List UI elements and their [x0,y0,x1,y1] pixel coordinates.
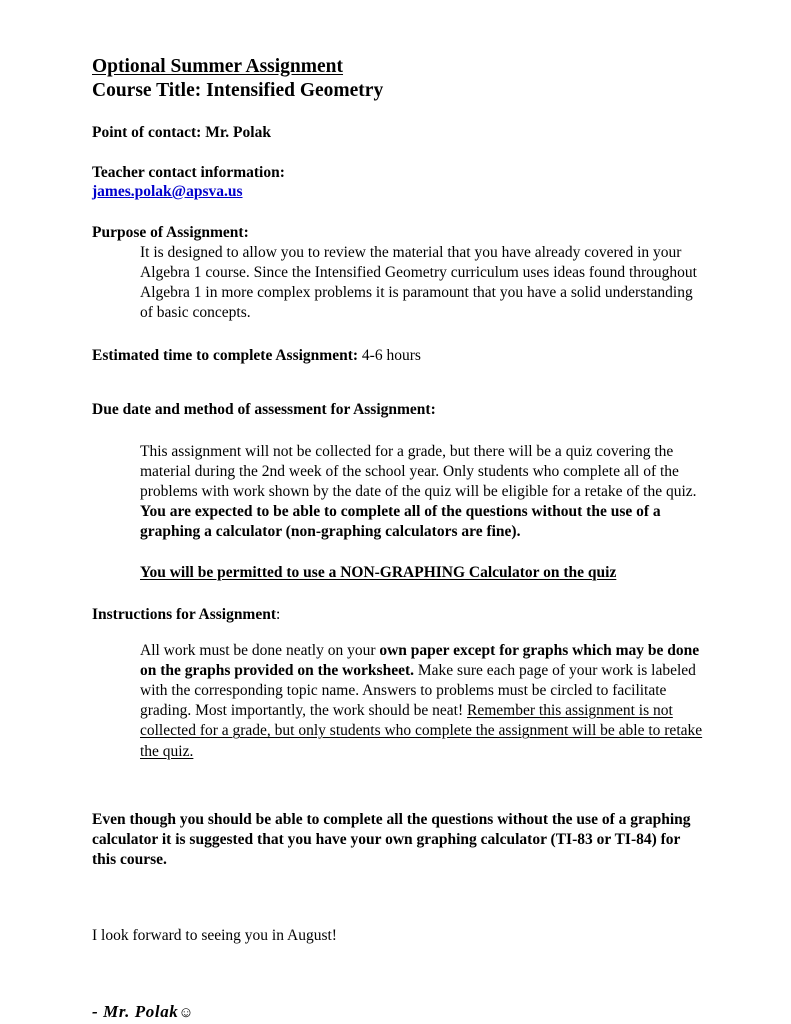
title-line-course-title: Course Title: Intensified Geometry [92,79,384,101]
instructions-part-3: Make sure each page of your work is labeled with the corresponding topic name. Answers to problems must be circled to facilitate grading. Most importantly, the work should be neat! [140,661,696,720]
graphing-calculator-note: Even though you should be able to complete all the questions without the use of a graphing calculator it is suggested that you have your own graphing calculator (TI-83 or TI-84) for this course. [92,810,691,868]
spacer [92,366,703,400]
quiz-paragraph-plain: This assignment will not be collected for a grade, but there will be a quiz covering the material during the 2nd week of the school year. Only students who complete all of the problems with work shown by the date of the quiz will be eligible for a retake of the quiz. [140,442,697,501]
closing-line: I look forward to seeing you in August! [92,927,337,945]
purpose-label: Purpose of Assignment: [92,223,249,241]
teacher-contact-label: Teacher contact information: [92,163,285,181]
spacer [92,583,703,605]
instructions-label-colon: : [276,605,281,623]
spacer [92,103,703,123]
teacher-email-link[interactable]: james.polak@apsva.us [92,182,243,200]
quiz-paragraph [140,442,703,543]
instructions-part-4-underlined: Remember this assignment is not collected for a grade, but only students who complete the assignment will be able to retake the quiz. [140,702,703,760]
instructions-part-2-bold: own paper except for graphs which may be done on the graphs provided on the worksheet. [140,641,700,679]
instructions-label: Instructions for Assignment [92,605,277,623]
instructions-body [140,641,703,762]
estimated-time-label: Estimated time to complete Assignment: [92,346,359,364]
instructions-label-line [92,605,703,625]
due-date-label: Due date and method of assessment for Assignment: [92,400,436,418]
spacer [92,201,703,223]
quiz-paragraph-bold: You are expected to be able to complete all of the questions without the use of a graphing a calculator (non-graphing calculators are fine). [140,503,661,541]
signature-line [92,1002,703,1022]
spacer [92,870,703,926]
spacer [92,543,703,563]
point-of-contact: Point of contact: Mr. Polak [92,123,271,141]
page-title [92,55,703,103]
instructions-part-1: All work must be done neatly on your [140,641,380,659]
title-line-optional-summer-assignment: Optional Summer Assignment [92,56,344,77]
signature-name: - Mr. Polak [92,1002,179,1022]
spacer [92,143,703,163]
estimated-time-line [92,346,703,366]
smiley-face-icon: ☺ [178,1005,194,1022]
calculator-notice: You will be permitted to use a NON-GRAPHING Calculator on the quiz [140,563,617,581]
calculator-notice-line [140,563,703,583]
teacher-email-line [92,183,703,201]
spacer [92,625,703,641]
estimated-time-value: 4-6 hours [361,346,421,364]
spacer [92,420,703,442]
purpose-body: It is designed to allow you to review the material that you have already covered in your Algebra 1 course. Since the Intensified Geometry curriculum uses ideas found throughout Algebra 1 in more complex problems it is paramount that you have a solid understanding of basic concepts. [140,243,697,322]
spacer [92,324,703,346]
spacer [92,762,703,810]
spacer [92,946,703,1002]
